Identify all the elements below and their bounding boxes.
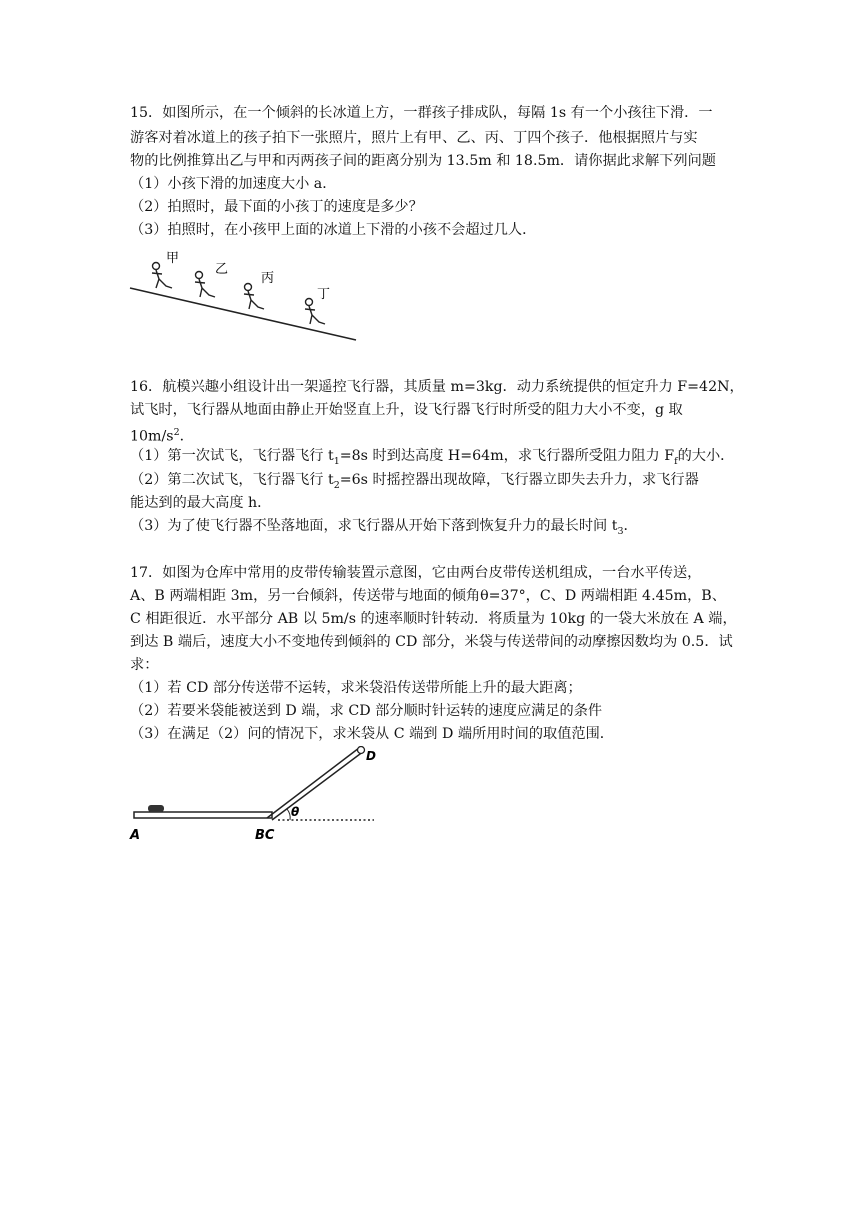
q17-part-1: （1）若 CD 部分传送带不运转，求米袋沿传送带所能上升的最大距离； bbox=[130, 680, 582, 696]
q15-part-3: （3）拍照时，在小孩甲上面的冰道上下滑的小孩不会超过几人． bbox=[130, 222, 537, 238]
belt-cd bbox=[267, 748, 364, 820]
label-bing: 丙 bbox=[261, 271, 275, 286]
child-yi-figure bbox=[195, 272, 215, 298]
label-theta: θ bbox=[291, 805, 300, 819]
q16-part-2-cont: 能达到的最大高度 h． bbox=[130, 495, 272, 511]
label-yi: 乙 bbox=[215, 262, 229, 277]
q17-line-2: A、B 两端相距 3m，另一台倾斜，传送带与地面的倾角θ=37°，C、D 两端相距 4.45m，B、 bbox=[130, 588, 726, 604]
label-jia: 甲 bbox=[166, 251, 180, 266]
rice-bag bbox=[148, 805, 164, 812]
label-ding: 丁 bbox=[317, 287, 331, 302]
pulley-d bbox=[358, 747, 365, 754]
q17-line-1: 17．如图为仓库中常用的皮带传输装置示意图，它由两台皮带传送机组成，一台水平传送， bbox=[130, 565, 702, 581]
q15-line-1: 15．如图所示，在一个倾斜的长冰道上方，一群孩子排成队，每隔 1s 有一个小孩往下滑．一 bbox=[130, 105, 713, 121]
angle-arc bbox=[287, 809, 290, 820]
ice-slope-figure bbox=[128, 246, 363, 346]
q16-g-value: 10m/s bbox=[130, 428, 174, 445]
q16-line-1: 16．航模兴趣小组设计出一架遥控飞行器，其质量 m=3kg．动力系统提供的恒定升力 F=42N， bbox=[130, 379, 744, 395]
q15-line-3: 物的比例推算出乙与甲和丙两孩子间的距离分别为 13.5m 和 18.5m．请你据此求解下列问题 bbox=[130, 153, 716, 169]
q16-part-1: （1）第一次试飞，飞行器飞行 $t_1=8s$ 时到达高度 H=64m，求飞行器所受阻力阻力 $F_f$的大小． bbox=[130, 448, 735, 467]
q16-part-3: （3）为了使飞行器不坠落地面，求飞行器从开始下落到恢复升力的最长时间 $t_3$． bbox=[130, 518, 638, 537]
q16-part-2: （2）第二次试飞，飞行器飞行 $t_2=6s$ 时摇控器出现故障，飞行器立即失去升力，求飞行器 bbox=[130, 472, 699, 491]
child-jia-figure bbox=[152, 263, 172, 289]
label-d: D bbox=[366, 749, 376, 763]
q17-line-3: C 相距很近．水平部分 AB 以 5m/s 的速率顺时针转动．将质量为 10kg 的一袋大米放在 A 端， bbox=[130, 611, 737, 627]
q17-line-4: 到达 B 端后，速度大小不变地传到倾斜的 CD 部分，米袋与传送带间的动摩擦因数均为 0.5．试 bbox=[130, 634, 733, 650]
q15-part-1: （1）小孩下滑的加速度大小 a． bbox=[130, 176, 337, 192]
q16-g-exponent: 2 bbox=[173, 427, 180, 438]
q17-part-2: （2）若要米袋能被送到 D 端，求 CD 部分顺时针运转的速度应满足的条件 bbox=[130, 703, 603, 719]
q16-line3-end: ． bbox=[179, 428, 194, 445]
conveyor-figure bbox=[128, 746, 378, 842]
q16-line-3 bbox=[130, 423, 194, 447]
q17-line-5: 求： bbox=[130, 657, 159, 673]
q15-line-2: 游客对着冰道上的孩子拍下一张照片，照片上有甲、乙、丙、丁四个孩子．他根据照片与实 bbox=[130, 130, 698, 146]
belt-ab bbox=[134, 812, 272, 818]
label-bc: BC bbox=[255, 828, 275, 842]
q15-part-2: （2）拍照时，最下面的小孩丁的速度是多少？ bbox=[130, 199, 423, 215]
q17-part-3: （3）在满足（2）问的情况下，求米袋从 C 端到 D 端所用时间的取值范围． bbox=[130, 726, 614, 742]
child-ding-figure bbox=[305, 299, 325, 325]
child-bing-figure bbox=[244, 284, 264, 310]
label-a: A bbox=[130, 828, 141, 842]
q16-line-2: 试飞时，飞行器从地面由静止开始竖直上升，设飞行器飞行时所受的阻力大小不变，g 取 bbox=[130, 402, 683, 418]
